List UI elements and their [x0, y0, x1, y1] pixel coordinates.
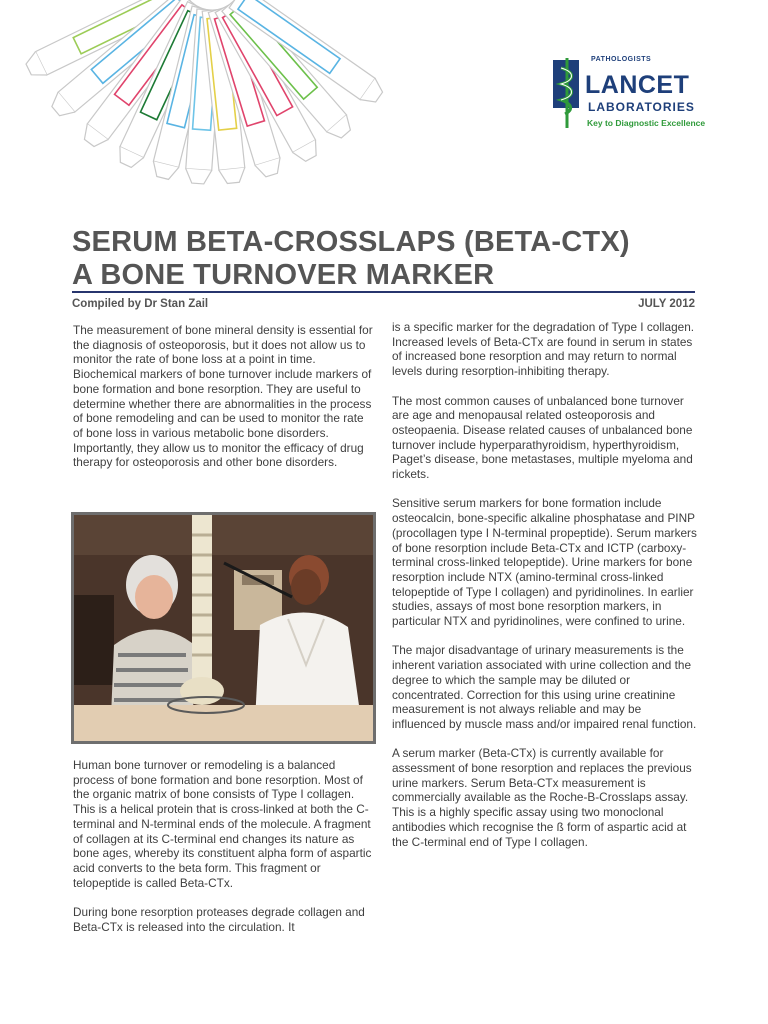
- paragraph: The most common causes of unbalanced bone turnover are age and menopausal related osteoporosis and osteopaenia. Disease related causes of unbalanced bone turnover include hyperparathyroidism, hyperthyroidism, Paget’s disease, bone metastases, multiple myeloma and rickets.: [392, 393, 693, 482]
- doctor-patient-skeleton-photo: [71, 512, 376, 744]
- rod-of-asclepius-icon: [553, 58, 581, 128]
- logo-name: LANCET: [585, 71, 690, 99]
- logo-tagline: Key to Diagnostic Excellence: [587, 118, 706, 128]
- title-rule: [72, 291, 695, 293]
- publication-date: JULY 2012: [638, 298, 695, 310]
- paragraph: During bone resorption proteases degrade collagen and Beta-CTx is released into the circulation. It: [73, 905, 365, 934]
- paragraph: Sensitive serum markers for bone formation include osteocalcin, bone-specific alkaline phosphatase and PINP (procollagen type I N-terminal propeptide). Serum markers of bone resorption include Beta-CTx and ICTP (carboxy-terminal cross-linked telopeptide). Urine markers for bone resorption include NTX (amino-terminal cross-linked telopeptide of Type I collagen) and pyridinolines. In earlier studies, assays of most bone resorption markers, in particular NTX and pyridinolines, were confined to urine.: [392, 496, 697, 629]
- article-title: [72, 226, 702, 292]
- syringe-fan-illustration: [0, 0, 440, 210]
- logo-laboratories: LABORATORIES: [588, 100, 695, 114]
- paragraph: is a specific marker for the degradation of Type I collagen. Increased levels of Beta-CTx are found in serum in states of increased bone resorption and may return to normal levels during resorption-inhibiting therapy.: [392, 320, 695, 379]
- paragraph: The measurement of bone mineral density is essential for the diagnosis of osteoporosis, but it does not allow us to monitor the rate of bone loss at a point in time. Biochemical markers of bone turnover include markers of bone formation and bone resorption. They are useful to determine whether there are abnormalities in the process of bone remodeling and can be used to monitor the rate of bone loss in various metabolic bone disorders. Importantly, they allow us to monitor the efficacy of drug therapy for osteoporosis and other bone disorders.: [73, 323, 373, 470]
- paragraph: A serum marker (Beta-CTx) is currently available for assessment of bone resorption and replaces the previous urine markers. Serum Beta-CTx measurement is commercially available as the Roche-B-Crosslaps assay. This is a highly specific assay using two monoclonal antibodies which recognise the ß form of aspartic acid at the C-terminal end of Type I collagen.: [392, 746, 692, 849]
- paragraph: Human bone turnover or remodeling is a balanced process of bone formation and bone resorption. Most of the organic matrix of bone consists of Type I collagen. This is a helical protein that is cross-linked at both the C-terminal and N-terminal ends of the molecule. A fragment of collagen at its C-terminal end changes its nature as bone ages, whereby its constituent alpha form of aspartic acid converts to the beta form. This fragment or telopeptide is called Beta-CTx.: [73, 758, 372, 890]
- lancet-logo: [553, 56, 713, 130]
- byline: Compiled by Dr Stan Zail: [72, 298, 209, 310]
- title-line-1: SERUM BETA-CROSSLAPS (BETA-CTX): [72, 226, 630, 258]
- logo-pathologists: PATHOLOGISTS: [591, 56, 652, 63]
- left-column-continued: [73, 758, 379, 949]
- title-line-2: A BONE TURNOVER MARKER: [72, 259, 495, 291]
- left-column-intro: [73, 323, 375, 485]
- paragraph: The major disadvantage of urinary measurements is the inherent variation associated with urine collection and the degree to which the sample may be diluted or concentrated. Correction for this using urine creatinine measurement is not always reliable and may be influenced by muscle mass and/or impaired renal function.: [392, 643, 697, 731]
- right-column: [392, 320, 698, 864]
